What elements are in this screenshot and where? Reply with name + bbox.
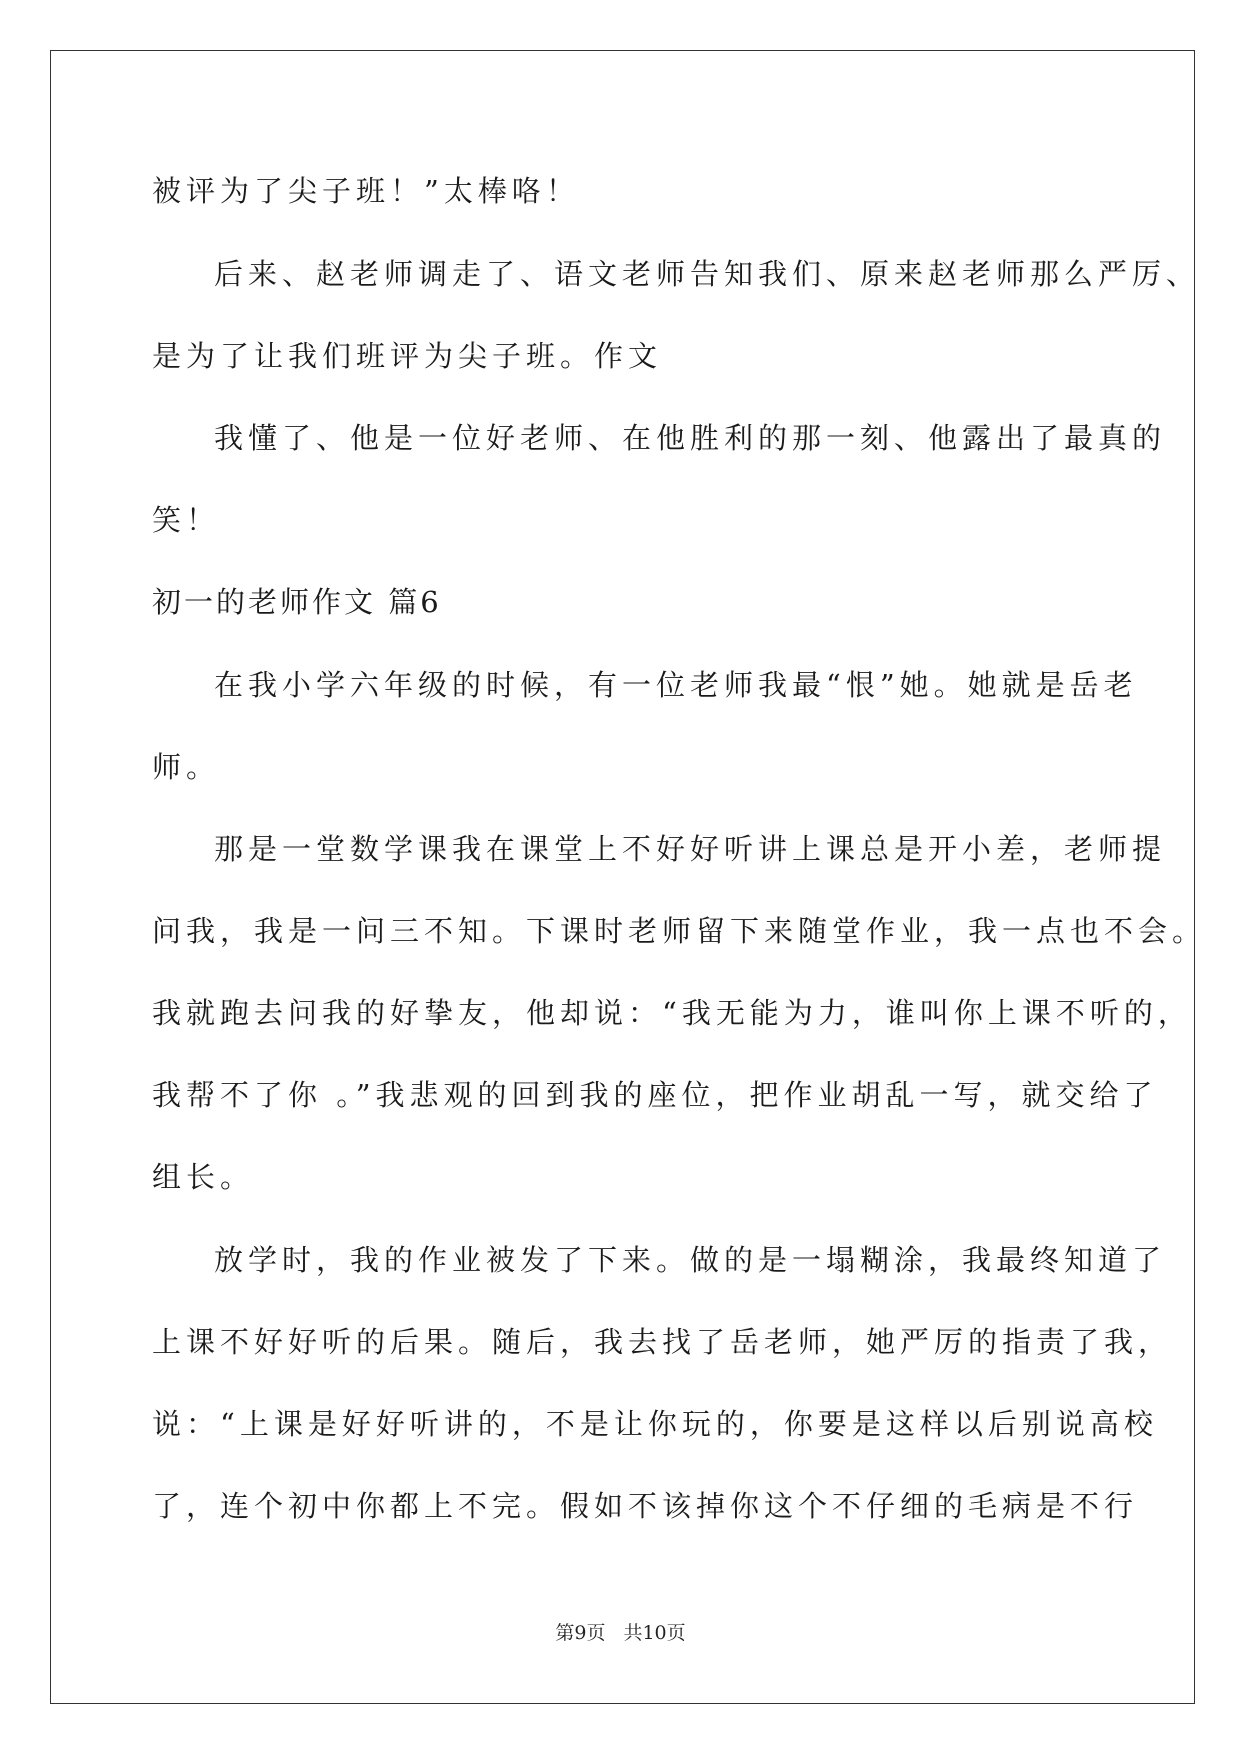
page-number-current: 第9页: [555, 1622, 606, 1644]
text-line: 了，连个初中你都上不完。假如不该掉你这个不仔细的毛病是不行: [152, 1489, 1139, 1523]
text-line: 说：“上课是好好听讲的，不是让你玩的，你要是这样以后别说高校: [152, 1407, 1158, 1441]
text-line: 师。: [152, 750, 221, 784]
text-line: 问我，我是一问三不知。下课时老师留下来随堂作业，我一点也不会。: [152, 914, 1207, 948]
paragraph-start-line: 在我小学六年级的时候，有一位老师我最“恨”她。她就是岳老: [214, 668, 1138, 702]
paragraph-start-line: 放学时，我的作业被发了下来。做的是一塌糊涂，我最终知道了: [214, 1243, 1167, 1277]
text-line: 我就跑去问我的好挚友，他却说：“我无能为力，谁叫你上课不听的，: [152, 996, 1192, 1030]
paragraph-start-line: 我懂了、他是一位好老师、在他胜利的那一刻、他露出了最真的: [214, 421, 1167, 455]
text-line: 上课不好好听的后果。随后，我去找了岳老师，她严厉的指责了我，: [152, 1325, 1173, 1359]
page-border: [50, 50, 1195, 1704]
text-line: 被评为了尖子班！”太棒咯！: [152, 174, 580, 208]
paragraph-start-line: 后来、赵老师调走了、语文老师告知我们、原来赵老师那么严厉、: [214, 257, 1201, 291]
paragraph-start-line: 那是一堂数学课我在课堂上不好好听讲上课总是开小差，老师提: [214, 832, 1167, 866]
text-line: 笑！: [152, 503, 221, 537]
page-footer: [0, 1621, 1241, 1645]
text-line: 组长。: [152, 1160, 255, 1194]
section-heading: 初一的老师作文 篇6: [152, 585, 442, 619]
page-number-total: 共10页: [623, 1622, 686, 1644]
text-line: 我帮不了你 。”我悲观的回到我的座位，把作业胡乱一写，就交给了: [152, 1078, 1158, 1112]
text-line: 是为了让我们班评为尖子班。作文: [152, 339, 663, 373]
